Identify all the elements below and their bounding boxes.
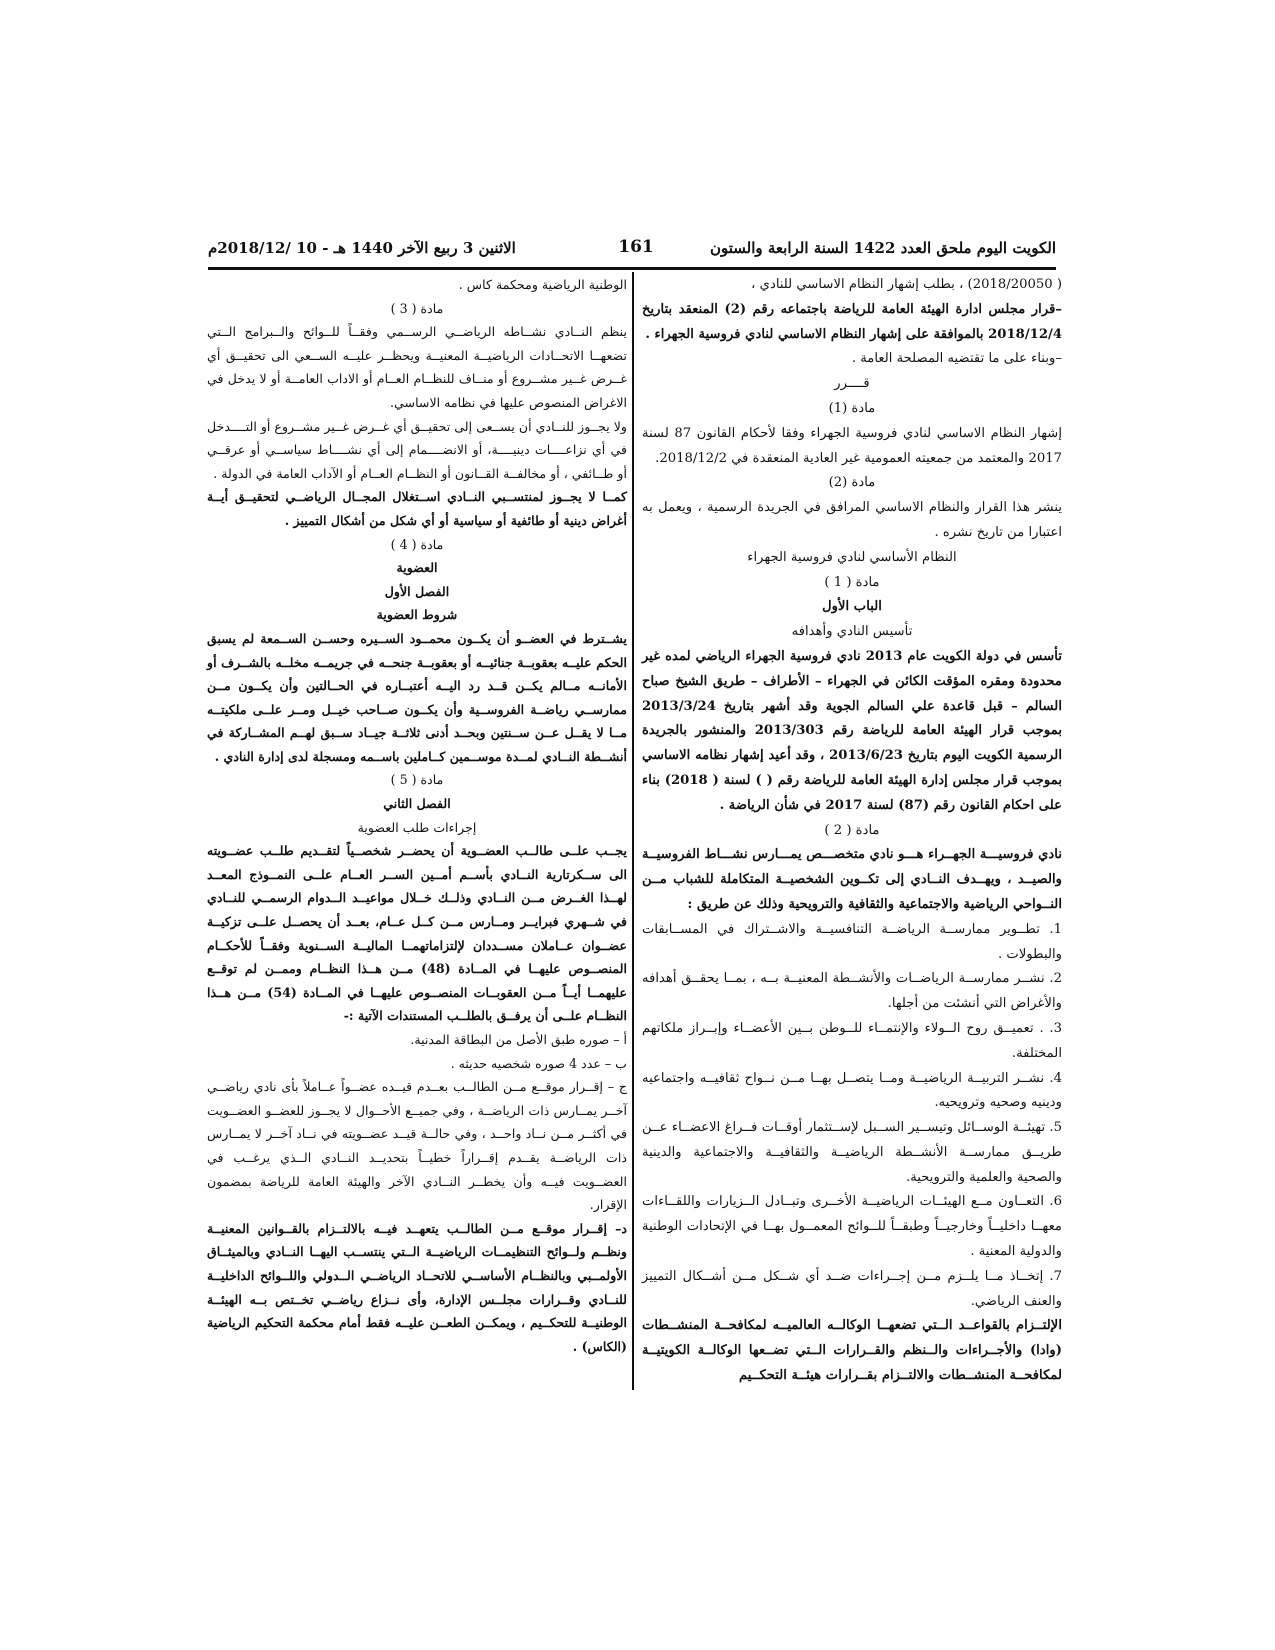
paragraph: نادي فروسيـــة الجهــراء هـــو نادي متخصـــص يمـــارس نشـــاط الفروسيــة والصيــد ، ويهــدف النــادي إلى تكــوين الشخصيــة المتكاملة للشباب مــن النــواحي الرياضية والاجتماعية والثقافية والترويحية وذلك عن طريق : (642, 847, 1062, 912)
right-column (642, 273, 1062, 1389)
header-date: الاثنين 3 ربيع الآخر 1440 هـ - 10 /2018/12م (208, 239, 516, 257)
part-title: تأسيس النادي وأهدافه (791, 624, 913, 640)
paragraph: ولا يجــوز للنــادي أن يســعى إلى تحقيــق أي غــرض غــير مشــروع أو التــــدخل في أي نزاعــــات دينيــــة، أو الانضــــمام إلى أي نشــــاط سياســي أو عرقــي أو طــائفي ، أو مخالفــة القــانون أو النظــام العــام أو الآداب العامة في الدولة . (207, 418, 627, 481)
article-heading: مادة ( 1 ) (824, 574, 880, 590)
column-divider (632, 272, 634, 1390)
left-column (207, 273, 627, 1358)
list-item: 4. نشــر التربيــة الرياضيــة ومــا يتصــل بهــا مــن نــواح ثقافيــه واجتماعيه ودينيه وصحيه وترويحيه. (642, 1070, 1062, 1111)
list-item: 5. تهيئــة الوســائل وتيســير الســبل لإســتثمار أوقــات فــراغ الاعضــاء عــن طريــق ممارســة الأنشــطة الرياضيــة والثقافيــة والاجتماعية والدينية والصحية والعلمية والترويحية. (642, 1120, 1062, 1185)
paragraph: يجــب علــى طالــب العضــوية أن يحضــر شخصــياً لتقــديم طلــب عضــويته الى ســكرتارية النــادي بأســم أمــين الســر العــام علــى النمــوذج المعــد لهــذا الغــرض مــن النــادي وذلــك خــلال مواعيــد الــدوام الرسمــي للنــادي في شــهري فبرايــر ومــارس مــن كــل عــام، بعــد أن يحصــل علــى تزكيــة عضــوان عــاملان مســددان لإلتزاماتهمــا الماليــة الســنوية وفقــاً للأحكــام المنصــوص عليهــا في المــادة (48) مــن هــذا النظــام وممــن لم توقــع عليهمــا أيــاً مــن العقوبــات المنصــوص عليهــا في المــادة (54) مــن هــذا النظــام علــى أن يرفــق بالطلــب المستندات الآتية :- (207, 843, 627, 1024)
article-heading: مادة ( 3 ) (390, 300, 444, 316)
list-item: 6. التعــاون مــع الهيئــات الرياضيــة الأخــرى وتبــادل الــزيارات واللقــاءات معهــا داخليــاً وخارجيــاً وطبقــاً للــوائح المعمــول بهــا في الإتحادات الوطنية والدولية المعنية . (642, 1194, 1062, 1260)
chapter-heading: الفصل الثاني (383, 796, 451, 812)
part-heading: الباب الأول (822, 599, 882, 615)
paragraph: تأسس في دولة الكويت عام 2013 نادي فروسية الجهراء الرياضي لمده غير محدودة ومقره المؤقت الكائن في الجهراء – الأطراف – طريق الشيخ صباح السالم – قبل قاعدة علي السالم الجوية وقد أشهر بتاريخ 2013/3/24 بموجب قرار الهيئة العامة للرياضة رقم 2013/303 والمنشور بالجريدة الرسمية الكويت اليوم بتاريخ 2013/6/23 ، وقد أعيد إشهار نظامه الاساسي بموجب قرار مجلس إدارة الهيئة العامة للرياضة رقم ( ) لسنة ( 2018) بناء على احكام القانون رقم (87) لسنة 2017 في شأن الرياضة . (642, 648, 1063, 813)
chapter-heading: الفصل الأول (384, 583, 450, 599)
paragraph: يشــترط في العضــو أن يكــون محمــود الســيره وحســن الســمعة لم يسبق الحكم عليــه بعقوبــة جنائيــه أو بعقوبــة جنحــه في جريمــه مخلــه بالشــرف أو الأمانــه مــالم يكــن قــد رد اليــه أعتبــاره في الحــالتين وأن يكــون مــن ممارســي رياضــة الفروســية وأن يكــون صــاحب خيــل ومــر علــى ملكيتــه مــا لا يقــل عــن ســنتين وبحــد أدنى ثلاثــة جيــاد ســبق لهــم المشــاركة في أنشــطة النــادي لمــدة موســمين كــاملين باســمه ومسجلة لدى إدارة النادي . (207, 630, 627, 764)
paragraph: كمــا لا يجــوز لمنتســبي النــادي اســتغلال المجــال الرياضــي لتحقيــق أيــة أغراض دينية أو طائفية أو سياسية أو أي شكل من أشكال التمييز . (207, 489, 627, 528)
paragraph: الإلتــزام بالقواعــد الــتي تضعهــا الوكالــه العالميــه لمكافحــة المنشــطات (وادا) والأجــراءات والــنظم والقــرارات الــتي تضــعها الوكالــة الكويتيــة لمكافحــة المنشــطات والالتــزام بقــرارات هيئــة التحكــيم (642, 1318, 1062, 1384)
chapter-title: شروط العضوية (376, 607, 458, 623)
list-item: ب – عدد 4 صوره شخصيه حديثه . (450, 1055, 627, 1071)
section-heading: العضوية (396, 560, 438, 576)
list-item: 7. إتخــاذ مــا يلــزم مــن إجــراءات ضــد أي شــكل مــن أشــكال التمييز والعنف الرياضي. (642, 1268, 1062, 1309)
article-heading: مادة (1) (828, 400, 876, 416)
article-heading: مادة ( 2 ) (824, 822, 880, 838)
list-item: 2. نشــر ممارســة الرياضــات والأنشــطة المعنيــة بــه ، بمــا يحقــق أهدافه والأغراض التي أنشئت من أجلها. (642, 971, 1062, 1012)
statute-title: النظام الأساسي لنادي فروسية الجهراء (747, 549, 957, 565)
text-line: ( 2018/20050) ، بطلب إشهار النظام الاساسي للنادي ، (751, 277, 1062, 292)
text-line: الوطنية الرياضية ومحكمة كاس . (458, 277, 627, 292)
article-heading: مادة (2) (828, 475, 876, 491)
list-item: 1. تطــوير ممارســة الرياضــة التنافسيــة والاشــتراك في المســابقات والبطولات . (642, 921, 1062, 962)
paragraph: ينشر هذا القرار والنظام الاساسي المرافق في الجريدة الرسمية ، ويعمل به اعتبارا من تاريخ نشره . (642, 500, 1062, 540)
paragraph: إشهار النظام الاساسي لنادي فروسية الجهراء وفقا لأحكام القانون 87 لسنة 2017 والمعتمد من جمعيته العمومية غير العادية المنعقدة في 2018/12/2. (642, 425, 1062, 466)
chapter-title: إجراءات طلب العضوية (357, 819, 477, 835)
list-item: أ – صوره طبق الأصل من البطاقة المدنية. (410, 1032, 627, 1047)
paragraph: –قرار مجلس ادارة الهيئة العامة للرياضة باجتماعه رقم (2) المنعقد بتاريخ 2018/12/4 بالموافقة على إشهار النظام الاساسي لنادي فروسية الجهراء . (642, 301, 1062, 342)
page-header (208, 237, 1056, 267)
decision-heading: قــــرر (834, 376, 870, 392)
list-item: د– إقــرار موقــع مــن الطالــب يتعهــد فيــه بالالتــزام بالقــوانين المعنيــة ونظــم ولــوائح التنظيمــات الرياضيــة الــتي ينتســب اليهــا النــادي وبالميثــاق الأولمــبي وبالنظــام الأساســي للاتحــاد الرياضــي الــدولي واللــوائح الداخليــة للنــادي وقــرارات مجلــس الإدارة، وأى نــزاع رياضــي تخــتص بــه الهيئــة الوطنيــة للتحكــيم ، ويمكــن الطعــن عليــه فقط أمام محكمة التحكيم الرياضية (الكاس) . (207, 1220, 627, 1354)
article-heading: مادة ( 4 ) (390, 536, 444, 552)
article-heading: مادة ( 5 ) (390, 772, 444, 788)
paragraph: ينظم النــادي نشــاطه الرياضــي الرســمي وفقــاً للــوائح والــبرامج الــتي تضعهــا الاتحــادات الرياضيــة المعنيــة ويحظــر عليــه الســعي الى تحقيــق أي غــرض غــير مشــروع أو منــاف للنظــام العــام أو الاداب العامــة أو لا يدخل في الاغراض المنصوص عليها في نظامه الاساسي. (207, 324, 627, 410)
header-rule (208, 267, 1056, 270)
list-item: 3. . تعميــق روح الــولاء والإنتمــاء للــوطن بــين الأعضــاء وإبــراز ملكاتهم المختلفة. (642, 1020, 1062, 1061)
page-number: 161 (618, 237, 654, 257)
text-line: –وبناء على ما تقتضيه المصلحة العامة . (851, 351, 1062, 367)
header-publication: الكويت اليوم ملحق العدد 1422 السنة الرابعة والستون (710, 239, 1056, 257)
list-item: ج – إقــرار موقــع مــن الطالــب بعــدم قيــده عضــواً عــاملاً بأى نادي رياضــي آخــر يمــارس ذات الرياضــة ، وفي جميــع الأحــوال لا يجــوز للعضــو العضــويت في أكثــر مــن نــاد واحــد ، وفي حالــة قيــد عضــويته في نــاد آخــر لا يمــارس ذات الرياضــة يقــدم إقــراراً خطيــاً بتحديــد النــادي الــذي يرغــب في العضــويت فيــه وأن يخطــر النــادي الآخر والهيئة العامة للرياضة بمضمون الإقرار. (207, 1079, 627, 1213)
